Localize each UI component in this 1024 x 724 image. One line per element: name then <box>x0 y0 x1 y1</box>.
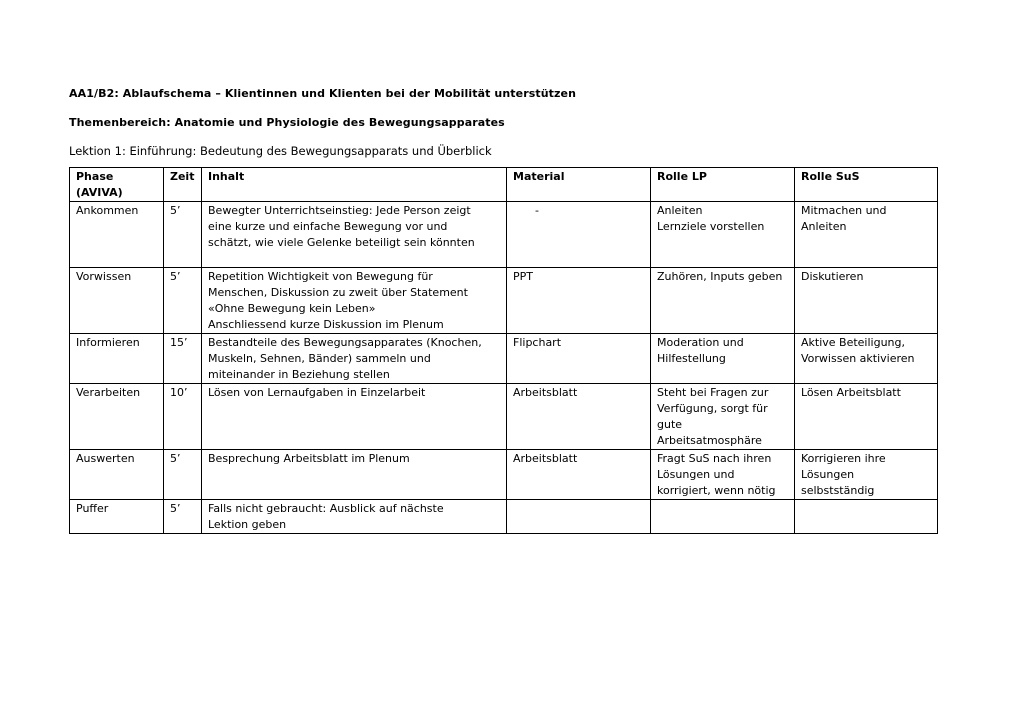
cell-rolle-lp-line: Lernziele vorstellen <box>657 220 765 233</box>
cell-material: Flipchart <box>507 334 651 384</box>
cell-zeit: 15’ <box>164 334 202 384</box>
cell-inhalt-line: Anschliessend kurze Diskussion im Plenum <box>208 318 444 331</box>
cell-inhalt-line: Bewegter Unterrichtseinstieg: Jede Person zeigt <box>208 204 471 217</box>
cell-rolle-lp-line: gute <box>657 418 683 431</box>
cell-material: - <box>507 202 651 268</box>
cell-rolle-sus-line: Korrigieren ihre <box>801 452 886 465</box>
cell-inhalt-line: Bestandteile des Bewegungsapparates (Knochen, <box>208 336 482 349</box>
cell-phase: Vorwissen <box>70 268 164 334</box>
cell-rolle-sus <box>795 450 938 500</box>
cell-rolle-sus <box>795 268 938 334</box>
cell-zeit: 5’ <box>164 500 202 534</box>
cell-rolle-sus-line: Lösungen <box>801 468 855 481</box>
cell-rolle-lp-line: Steht bei Fragen zur <box>657 386 769 399</box>
cell-rolle-lp <box>651 334 795 384</box>
cell-rolle-sus <box>795 500 938 534</box>
cell-inhalt-line: Falls nicht gebraucht: Ausblick auf nächste <box>208 502 444 515</box>
cell-inhalt-line: Muskeln, Sehnen, Bänder) sammeln und <box>208 352 431 365</box>
table-row <box>70 384 938 450</box>
cell-material: PPT <box>507 268 651 334</box>
cell-phase: Auswerten <box>70 450 164 500</box>
cell-inhalt-line: Lektion geben <box>208 518 287 531</box>
cell-rolle-sus-line: Anleiten <box>801 220 847 233</box>
cell-inhalt-line: eine kurze und einfache Bewegung vor und <box>208 220 448 233</box>
header-rolle-lp: Rolle LP <box>651 168 795 202</box>
cell-rolle-lp-line: Lösungen und <box>657 468 735 481</box>
cell-inhalt-line: Lösen von Lernaufgaben in Einzelarbeit <box>208 386 426 399</box>
header-zeit: Zeit <box>164 168 202 202</box>
cell-phase: Ankommen <box>70 202 164 268</box>
cell-rolle-lp-line: Fragt SuS nach ihren <box>657 452 772 465</box>
cell-zeit: 5’ <box>164 268 202 334</box>
cell-rolle-sus <box>795 202 938 268</box>
cell-rolle-lp-line: korrigiert, wenn nötig <box>657 484 776 497</box>
cell-rolle-lp-line: Moderation und <box>657 336 744 349</box>
cell-inhalt <box>202 202 507 268</box>
document-title: AA1/B2: Ablaufschema – Klientinnen und Klienten bei der Mobilität unterstützen <box>69 87 577 100</box>
cell-inhalt <box>202 384 507 450</box>
cell-inhalt-line: schätzt, wie viele Gelenke beteiligt sein könnten <box>208 236 475 249</box>
cell-phase: Verarbeiten <box>70 384 164 450</box>
cell-rolle-sus-line: Mitmachen und <box>801 204 887 217</box>
cell-rolle-lp <box>651 268 795 334</box>
cell-inhalt <box>202 500 507 534</box>
header-phase-line1: Phase <box>76 170 114 183</box>
header-rolle-sus: Rolle SuS <box>795 168 938 202</box>
cell-rolle-lp <box>651 500 795 534</box>
cell-inhalt-line: «Ohne Bewegung kein Leben» <box>208 302 376 315</box>
header-phase-line2: (AVIVA) <box>76 186 123 199</box>
cell-rolle-lp <box>651 450 795 500</box>
cell-rolle-sus-line: Lösen Arbeitsblatt <box>801 386 901 399</box>
cell-rolle-sus <box>795 384 938 450</box>
table-row <box>70 334 938 384</box>
cell-inhalt-line: Repetition Wichtigkeit von Bewegung für <box>208 270 433 283</box>
cell-rolle-lp <box>651 202 795 268</box>
cell-rolle-lp-line: Verfügung, sorgt für <box>657 402 768 415</box>
cell-rolle-lp <box>651 384 795 450</box>
cell-rolle-sus-line: Aktive Beteiligung, <box>801 336 906 349</box>
cell-inhalt-line: Menschen, Diskussion zu zweit über Statement <box>208 286 468 299</box>
header-phase <box>70 168 164 202</box>
cell-rolle-lp-line: Hilfestellung <box>657 352 726 365</box>
cell-inhalt-line: miteinander in Beziehung stellen <box>208 368 390 381</box>
cell-inhalt <box>202 268 507 334</box>
cell-material: Arbeitsblatt <box>507 450 651 500</box>
cell-rolle-sus-line: Vorwissen aktivieren <box>801 352 915 365</box>
cell-rolle-sus-line: Diskutieren <box>801 270 864 283</box>
cell-phase: Informieren <box>70 334 164 384</box>
cell-material <box>507 500 651 534</box>
header-inhalt: Inhalt <box>202 168 507 202</box>
cell-inhalt <box>202 450 507 500</box>
cell-rolle-lp-line: Anleiten <box>657 204 703 217</box>
document-subtitle: Themenbereich: Anatomie und Physiologie des Bewegungsapparates <box>69 116 505 129</box>
lesson-heading: Lektion 1: Einführung: Bedeutung des Bewegungsapparats und Überblick <box>69 144 492 158</box>
cell-phase: Puffer <box>70 500 164 534</box>
cell-zeit: 10’ <box>164 384 202 450</box>
cell-rolle-sus <box>795 334 938 384</box>
cell-inhalt-line: Besprechung Arbeitsblatt im Plenum <box>208 452 410 465</box>
cell-rolle-lp-line: Zuhören, Inputs geben <box>657 270 783 283</box>
table-row <box>70 500 938 534</box>
cell-material: Arbeitsblatt <box>507 384 651 450</box>
cell-zeit: 5’ <box>164 450 202 500</box>
table-row <box>70 202 938 268</box>
table-row <box>70 450 938 500</box>
lesson-plan-table <box>69 167 938 534</box>
cell-inhalt <box>202 334 507 384</box>
table-header-row <box>70 168 938 202</box>
cell-rolle-lp-line: Arbeitsatmosphäre <box>657 434 762 447</box>
table-row <box>70 268 938 334</box>
header-material: Material <box>507 168 651 202</box>
cell-rolle-sus-line: selbstständig <box>801 484 875 497</box>
cell-zeit: 5’ <box>164 202 202 268</box>
